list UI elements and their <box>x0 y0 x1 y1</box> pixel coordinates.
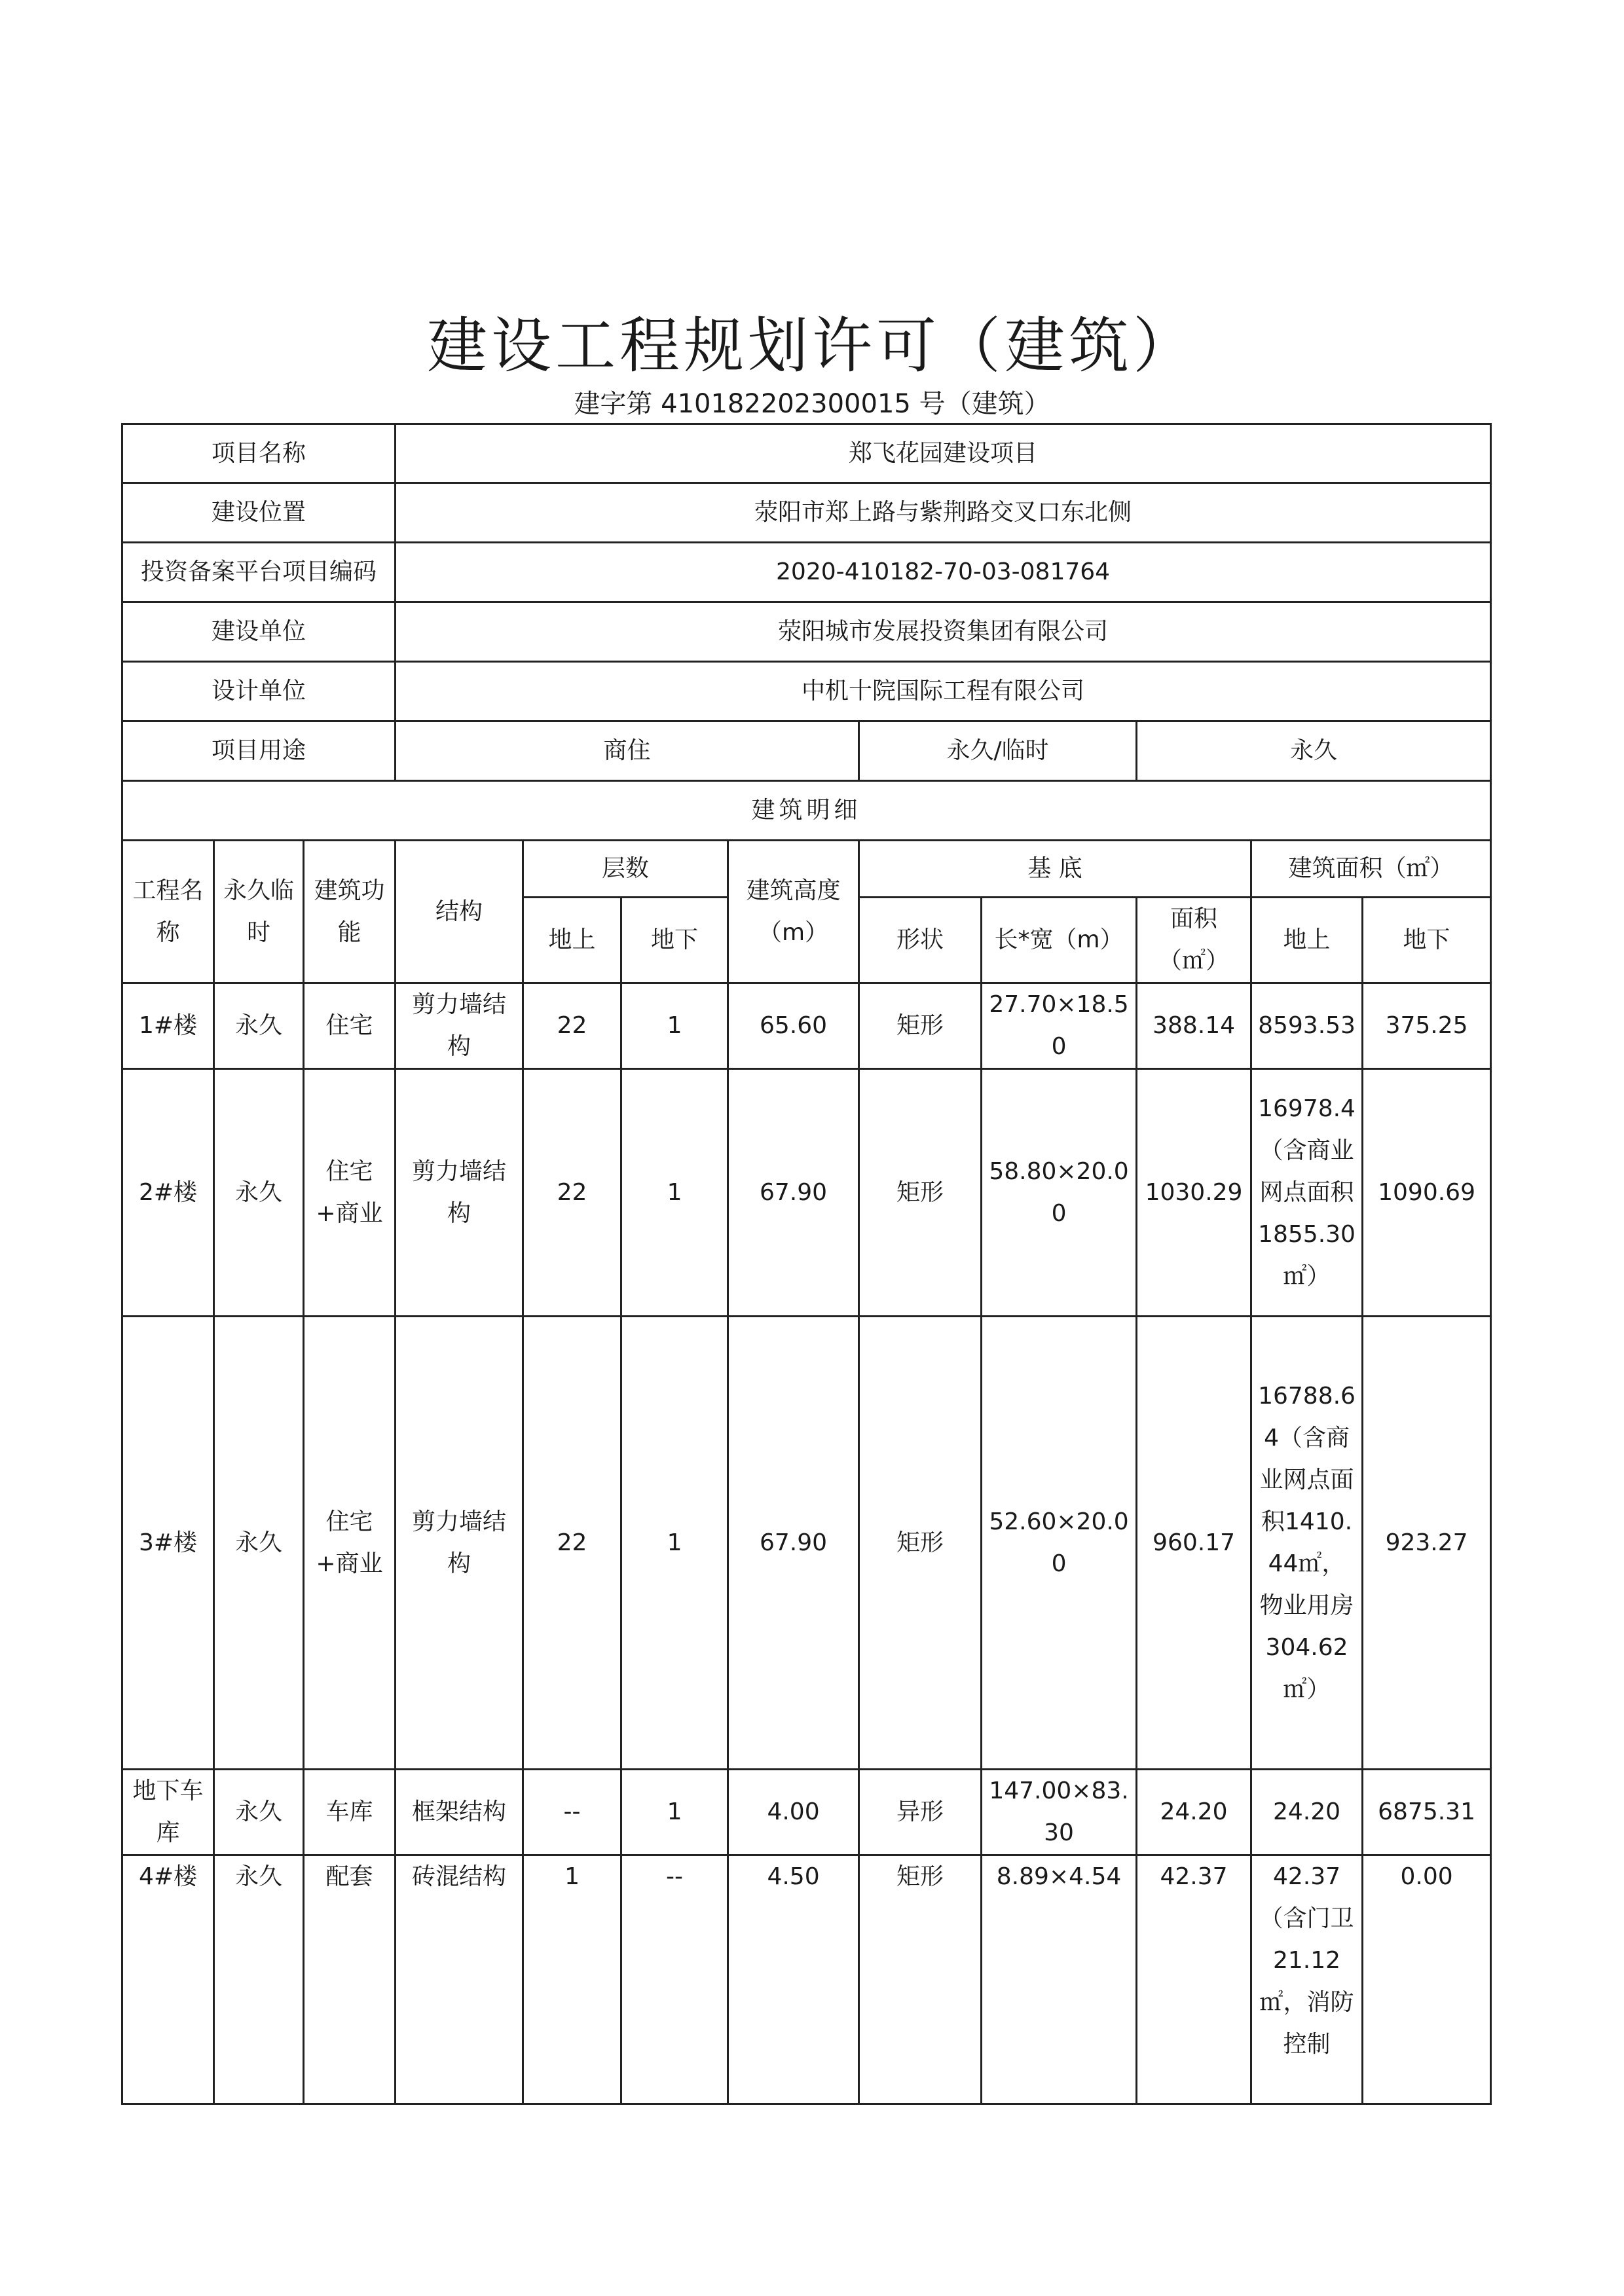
value-location: 荥阳市郑上路与紫荆路交叉口东北侧 <box>396 483 1491 543</box>
label-code: 投资备案平台项目编码 <box>122 543 396 602</box>
row-project-name <box>122 424 1491 483</box>
value-project-name: 郑飞花园建设项目 <box>396 424 1491 483</box>
header-area: 建筑面积（㎡） <box>1251 841 1491 898</box>
cell-perm: 永久 <box>214 1069 304 1317</box>
header-struct: 结构 <box>396 841 523 983</box>
cell-area-above: 42.37（含门卫21.12㎡，消防控制 <box>1251 1855 1363 2104</box>
value-designer: 中机十院国际工程有限公司 <box>396 662 1491 721</box>
cell-perm: 永久 <box>214 983 304 1069</box>
cell-area-below: 6875.31 <box>1363 1770 1491 1855</box>
row-code <box>122 543 1491 602</box>
detail-title: 建筑明细 <box>122 781 1491 841</box>
row-designer <box>122 662 1491 721</box>
cell-perm: 永久 <box>214 1770 304 1855</box>
permit-number: 建字第 410182202300015 号（建筑） <box>574 389 1050 419</box>
cell-struct: 砖混结构 <box>396 1855 523 2104</box>
header-area-above: 地上 <box>1251 898 1363 983</box>
permit-table <box>121 423 1492 2105</box>
value-builder: 荥阳城市发展投资集团有限公司 <box>396 602 1491 662</box>
cell-height: 67.90 <box>728 1069 859 1317</box>
cell-below: 1 <box>621 983 728 1069</box>
cell-height: 4.50 <box>728 1855 859 2104</box>
row-builder <box>122 602 1491 662</box>
cell-barea: 388.14 <box>1137 983 1251 1069</box>
table-row <box>122 1770 1491 1855</box>
value-code: 2020-410182-70-03-081764 <box>396 543 1491 602</box>
cell-perm: 永久 <box>214 1855 304 2104</box>
cell-height: 4.00 <box>728 1770 859 1855</box>
cell-above: 1 <box>523 1855 621 2104</box>
header-perm: 永久临时 <box>214 841 304 983</box>
value-use: 商住 <box>396 721 859 781</box>
cell-lw: 58.80×20.00 <box>982 1069 1137 1317</box>
cell-name: 1#楼 <box>122 983 214 1069</box>
cell-struct: 剪力墙结构 <box>396 1317 523 1770</box>
cell-struct: 剪力墙结构 <box>396 1069 523 1317</box>
value-perm: 永久 <box>1137 721 1491 781</box>
header-shape: 形状 <box>859 898 982 983</box>
row-detail-title <box>122 781 1491 841</box>
cell-above: 22 <box>523 1317 621 1770</box>
label-use: 项目用途 <box>122 721 396 781</box>
cell-area-below: 0.00 <box>1363 1855 1491 2104</box>
cell-name: 4#楼 <box>122 1855 214 2104</box>
cell-func: 住宅+商业 <box>304 1069 396 1317</box>
page-title: 建设工程规划许可（建筑） <box>426 311 1197 381</box>
cell-above: 22 <box>523 983 621 1069</box>
table-row <box>122 1855 1491 2104</box>
cell-struct: 框架结构 <box>396 1770 523 1855</box>
header-base: 基 底 <box>859 841 1251 898</box>
cell-barea: 960.17 <box>1137 1317 1251 1770</box>
header-name: 工程名称 <box>122 841 214 983</box>
header-area-below: 地下 <box>1363 898 1491 983</box>
table-row <box>122 983 1491 1069</box>
cell-func: 住宅+商业 <box>304 1317 396 1770</box>
row-use <box>122 721 1491 781</box>
row-location <box>122 483 1491 543</box>
header-height: 建筑高度（m） <box>728 841 859 983</box>
cell-area-below: 923.27 <box>1363 1317 1491 1770</box>
cell-shape: 矩形 <box>859 1069 982 1317</box>
cell-lw: 8.89×4.54 <box>982 1855 1137 2104</box>
cell-area-above: 8593.53 <box>1251 983 1363 1069</box>
label-perm: 永久/临时 <box>859 721 1137 781</box>
cell-shape: 异形 <box>859 1770 982 1855</box>
label-builder: 建设单位 <box>122 602 396 662</box>
cell-shape: 矩形 <box>859 983 982 1069</box>
cell-height: 67.90 <box>728 1317 859 1770</box>
label-designer: 设计单位 <box>122 662 396 721</box>
cell-below: 1 <box>621 1770 728 1855</box>
header-lw: 长*宽（m） <box>982 898 1137 983</box>
cell-below: -- <box>621 1855 728 2104</box>
label-location: 建设位置 <box>122 483 396 543</box>
cell-area-below: 375.25 <box>1363 983 1491 1069</box>
cell-area-above: 16978.4（含商业网点面积1855.30㎡） <box>1251 1069 1363 1317</box>
cell-above: -- <box>523 1770 621 1855</box>
header-above: 地上 <box>523 898 621 983</box>
cell-below: 1 <box>621 1317 728 1770</box>
cell-barea: 42.37 <box>1137 1855 1251 2104</box>
cell-shape: 矩形 <box>859 1317 982 1770</box>
header-below: 地下 <box>621 898 728 983</box>
cell-perm: 永久 <box>214 1317 304 1770</box>
cell-name: 地下车库 <box>122 1770 214 1855</box>
cell-below: 1 <box>621 1069 728 1317</box>
cell-func: 住宅 <box>304 983 396 1069</box>
cell-area-above: 16788.64（含商业网点面积1410.44㎡，物业用房304.62㎡） <box>1251 1317 1363 1770</box>
cell-func: 车库 <box>304 1770 396 1855</box>
header-floors: 层数 <box>523 841 728 898</box>
cell-barea: 1030.29 <box>1137 1069 1251 1317</box>
cell-height: 65.60 <box>728 983 859 1069</box>
cell-lw: 52.60×20.00 <box>982 1317 1137 1770</box>
cell-above: 22 <box>523 1069 621 1317</box>
cell-area-below: 1090.69 <box>1363 1069 1491 1317</box>
cell-name: 3#楼 <box>122 1317 214 1770</box>
cell-area-above: 24.20 <box>1251 1770 1363 1855</box>
table-row <box>122 1317 1491 1770</box>
header-row-1 <box>122 841 1491 898</box>
cell-lw: 27.70×18.50 <box>982 983 1137 1069</box>
cell-func: 配套 <box>304 1855 396 2104</box>
table-row <box>122 1069 1491 1317</box>
header-func: 建筑功能 <box>304 841 396 983</box>
cell-name: 2#楼 <box>122 1069 214 1317</box>
cell-shape: 矩形 <box>859 1855 982 2104</box>
cell-struct: 剪力墙结构 <box>396 983 523 1069</box>
cell-lw: 147.00×83.30 <box>982 1770 1137 1855</box>
label-project-name: 项目名称 <box>122 424 396 483</box>
cell-barea: 24.20 <box>1137 1770 1251 1855</box>
header-barea: 面积（㎡） <box>1137 898 1251 983</box>
